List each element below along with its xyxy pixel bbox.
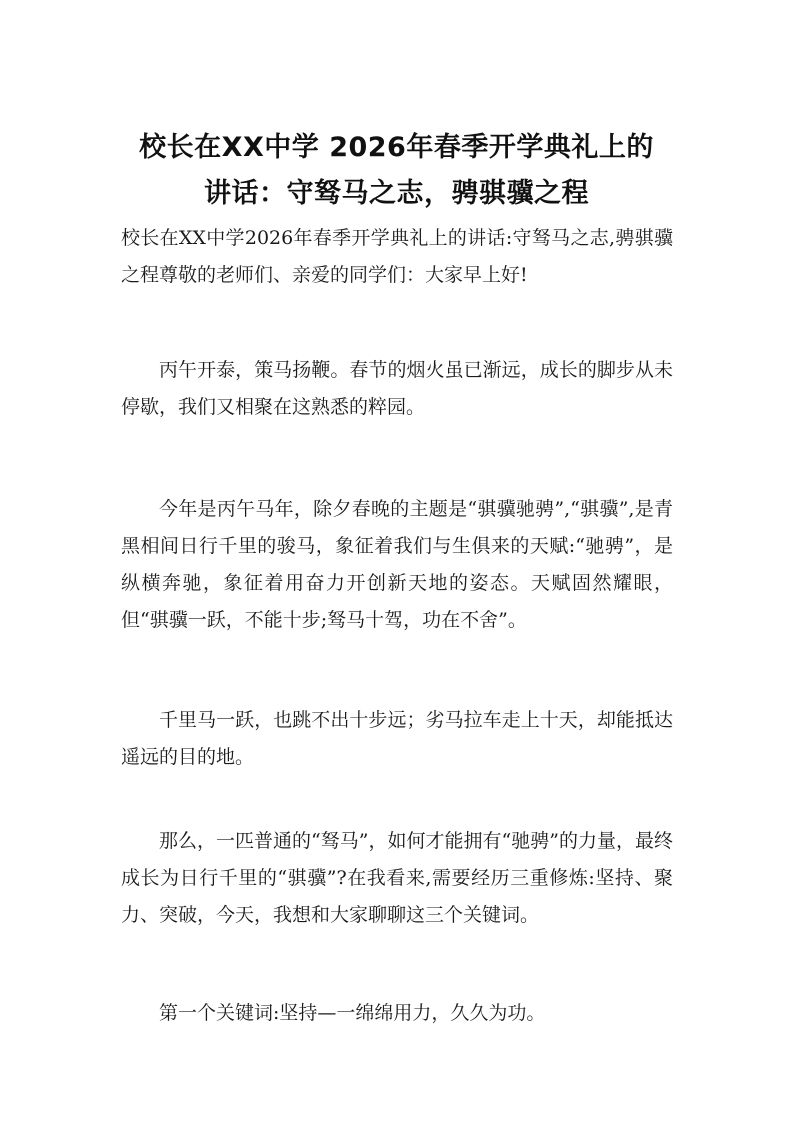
paragraph: 千里马一跃，也跳不出十步远；劣马拉车走上十天，却能抵达遥远的目的地。 <box>121 709 673 768</box>
paragraph: 那么，一匹普通的“驽马”，如何才能拥有“驰骋”的力量，最终成长为日行千里的“骐骥”?在我看来,需要经历三重修炼:坚持、聚力、突破，今天，我想和大家聊聊这三个关键词。 <box>121 830 673 926</box>
document-title-line-1: 校长在XX中学 2026年春季开学典礼上的 <box>139 132 654 163</box>
paragraph: 第一个关键词:坚持—一绵绵用力，久久为功。 <box>159 1002 546 1024</box>
paragraph: 丙午开泰，策马扬鞭。春节的烟火虽已渐远，成长的脚步从未停歇，我们又相聚在这熟悉的粹园。 <box>121 359 673 418</box>
document-title-line-2: 讲话：守驽马之志，骋骐骥之程 <box>204 178 589 209</box>
paragraph-opening: 校长在XX中学2026年春季开学典礼上的讲话:守驽马之志,骋骐骥之程尊敬的老师们、亲爱的同学们：大家早上好! <box>121 227 673 286</box>
paragraph: 今年是丙午马年，除夕春晚的主题是“骐骥驰骋”,“骐骥”,是青黑相间日行千里的骏马，象征着我们与生俱来的天赋:“驰骋”，是纵横奔驰，象征着用奋力开创新天地的姿态。天赋固然耀眼，但“骐骥一跃，不能十步;驽马十驾，功在不舍”。 <box>121 498 673 631</box>
